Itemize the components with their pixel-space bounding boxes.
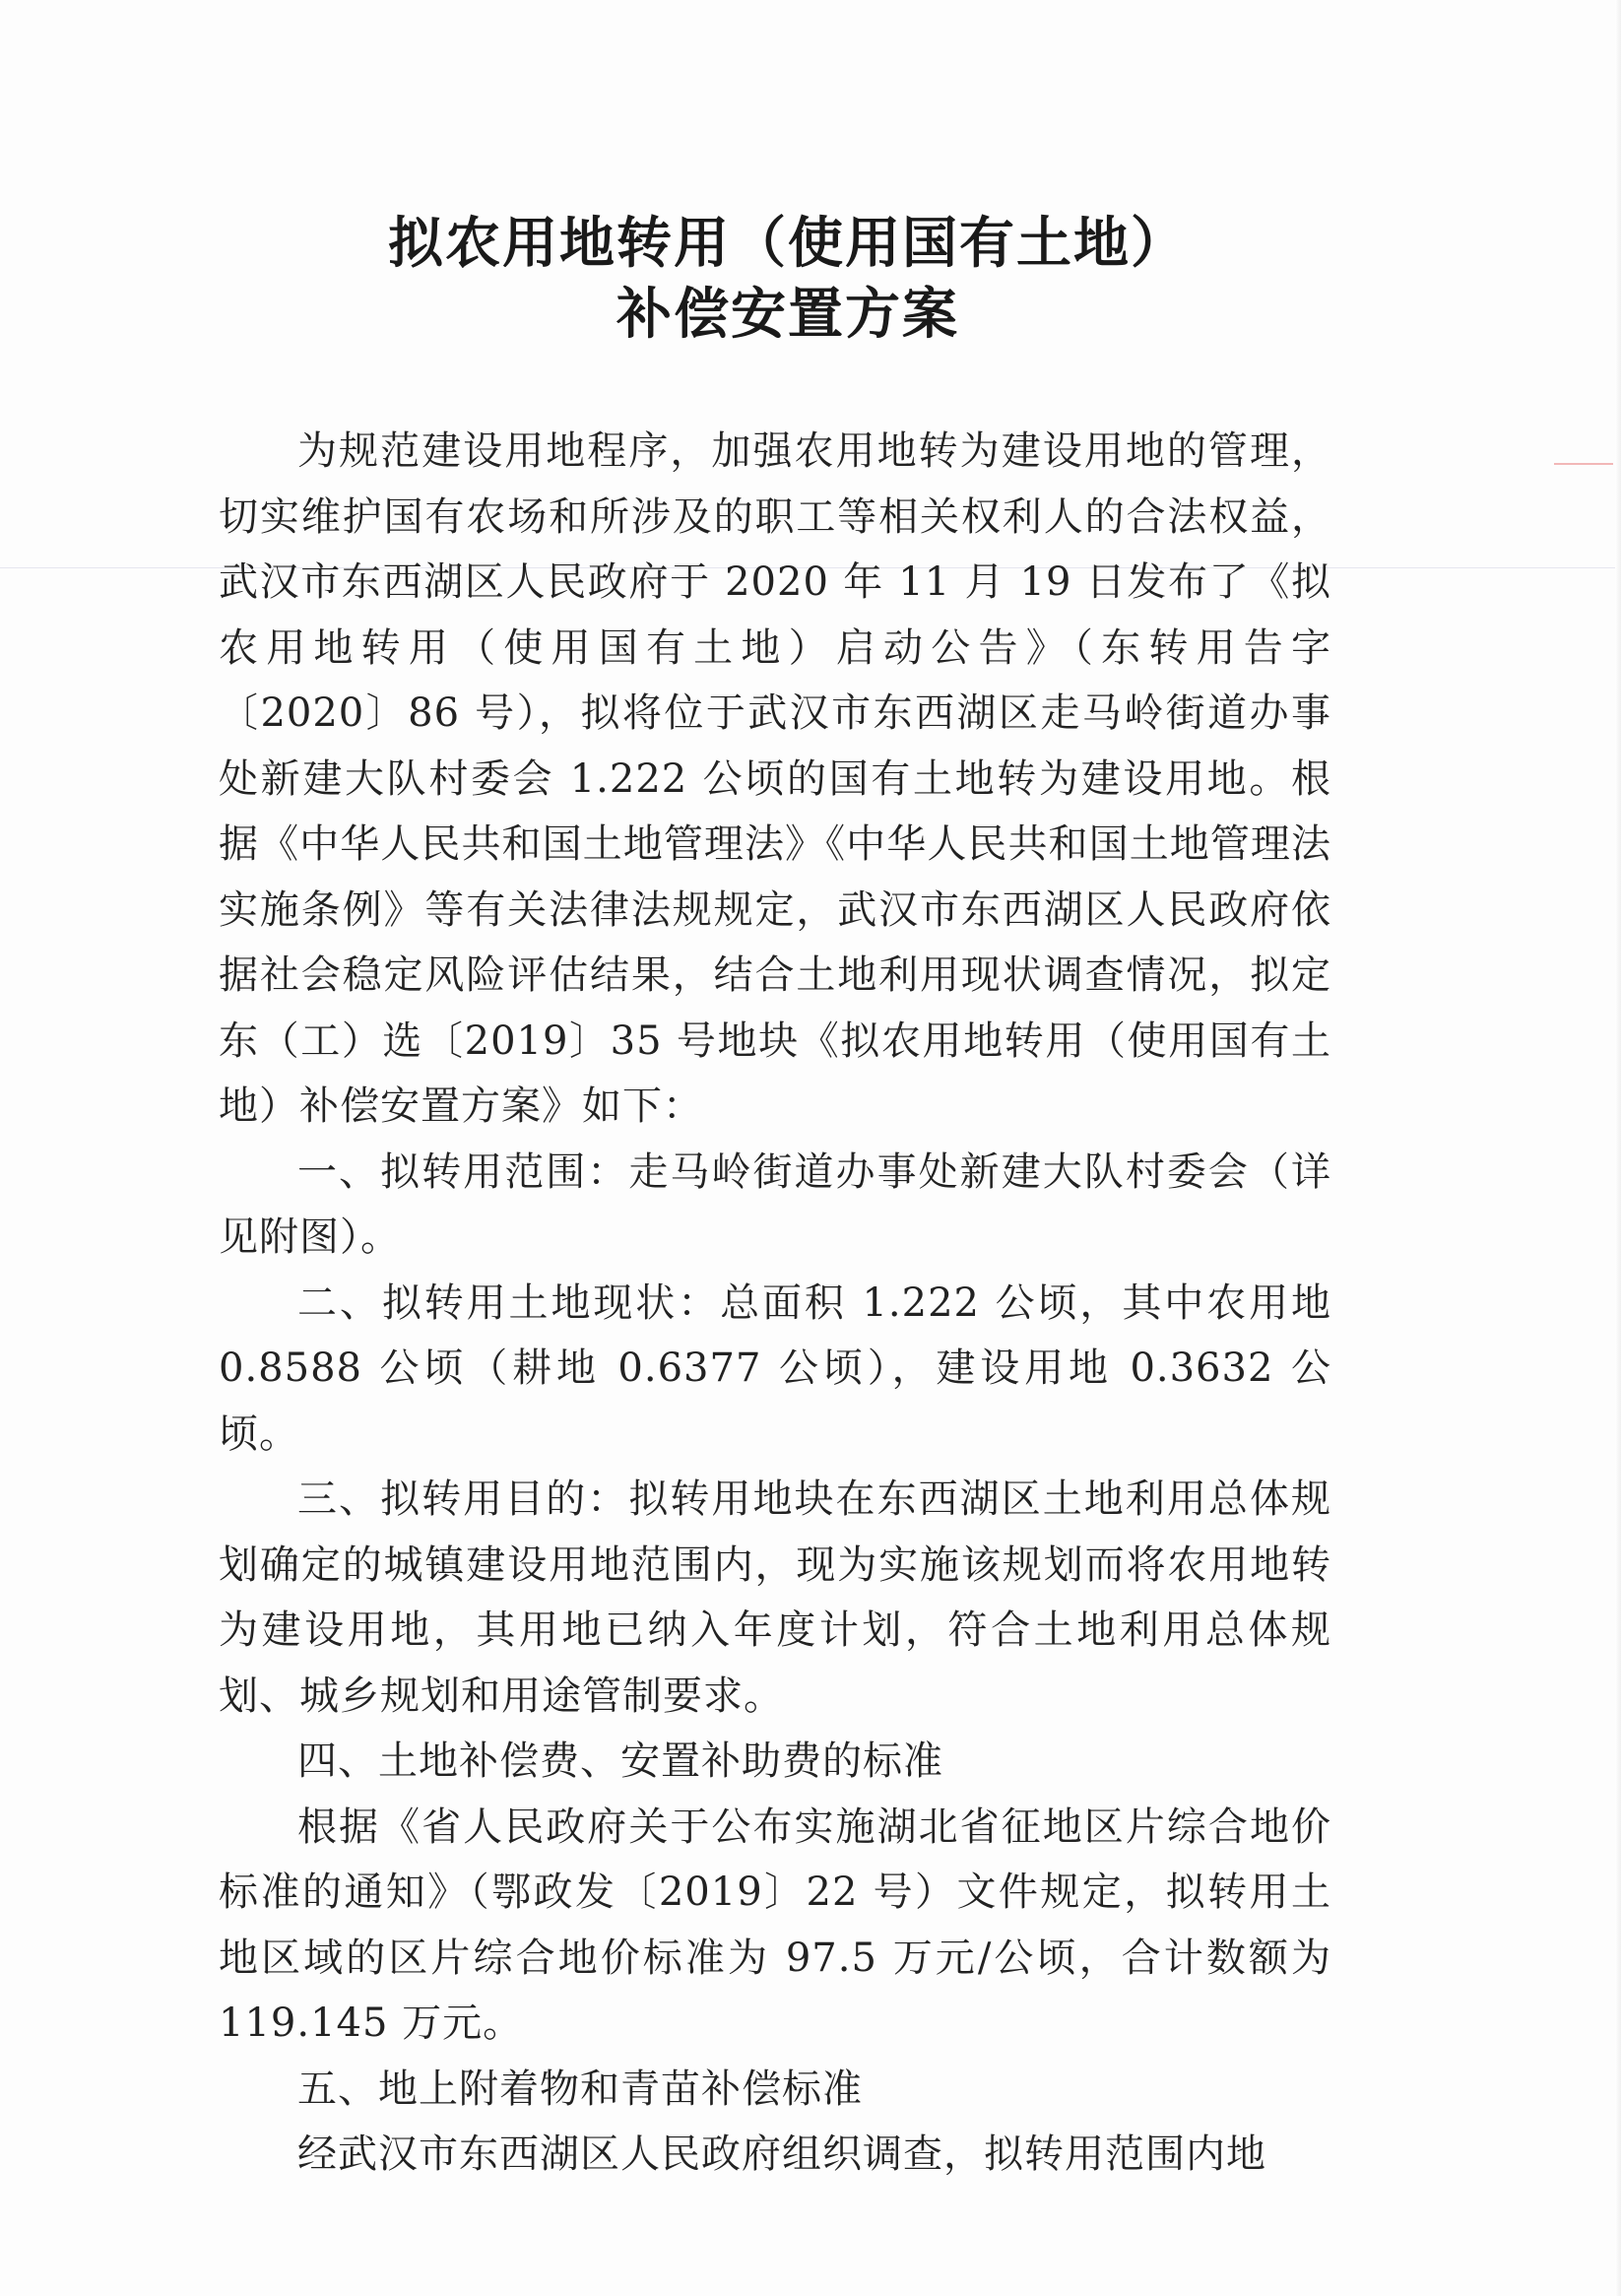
scan-edge-mark bbox=[1554, 463, 1613, 465]
paragraph-section-4-body: 根据《省人民政府关于公布实施湖北省征地区片综合地价标准的通知》（鄂政发〔2019〕22 号）文件规定，拟转用土地区域的区片综合地价标准为 97.5 万元/公顷，合计数额为 119.145 万元。 bbox=[219, 1804, 1331, 2046]
heading-section-5: 五、地上附着物和青苗补偿标准 bbox=[297, 2066, 863, 2112]
paragraph-section-3: 三、拟转用目的：拟转用地块在东西湖区土地利用总体规划确定的城镇建设用地范围内，现为实施该规划而将农用地转为建设用地，其用地已纳入年度计划，符合土地利用总体规划、城乡规划和用途管制要求。 bbox=[219, 1476, 1331, 1719]
paragraph-intro: 为规范建设用地程序，加强农用地转为建设用地的管理，切实维护国有农场和所涉及的职工等相关权利人的合法权益，武汉市东西湖区人民政府于 2020 年 11 月 19 日发布了《拟农用地转用（使用国有土地）启动公告》（东转用告字〔2020〕86 号），拟将位于武汉市东西湖区走马岭街道办事处新建大队村委会 1.222 公顷的国有土地转为建设用地。根据《中华人民共和国土地管理法》《中华人民共和国土地管理法实施条例》等有关法律法规规定，武汉市东西湖区人民政府依据社会稳定风险评估结果，结合土地利用现状调查情况，拟定东（工）选〔2019〕35 号地块《拟农用地转用（使用国有土地）补偿安置方案》如下： bbox=[219, 428, 1331, 1129]
paragraph-section-5-body: 经武汉市东西湖区人民政府组织调查，拟转用范围内地 bbox=[297, 2132, 1266, 2177]
heading-section-4: 四、土地补偿费、安置补助费的标准 bbox=[297, 1738, 943, 1784]
document-title-line-1: 拟农用地转用（使用国有土地） bbox=[388, 212, 1188, 276]
document-title-line-2: 补偿安置方案 bbox=[616, 283, 959, 347]
paragraph-section-1: 一、拟转用范围：走马岭街道办事处新建大队村委会（详见附图）。 bbox=[219, 1148, 1331, 1260]
document-body bbox=[219, 419, 1331, 2188]
scan-edge-shadow bbox=[1615, 0, 1621, 2296]
paragraph-section-2: 二、拟转用土地现状：总面积 1.222 公顷，其中农用地 0.8588 公顷（耕地 0.6377 公顷），建设用地 0.3632 公顷。 bbox=[219, 1279, 1331, 1457]
